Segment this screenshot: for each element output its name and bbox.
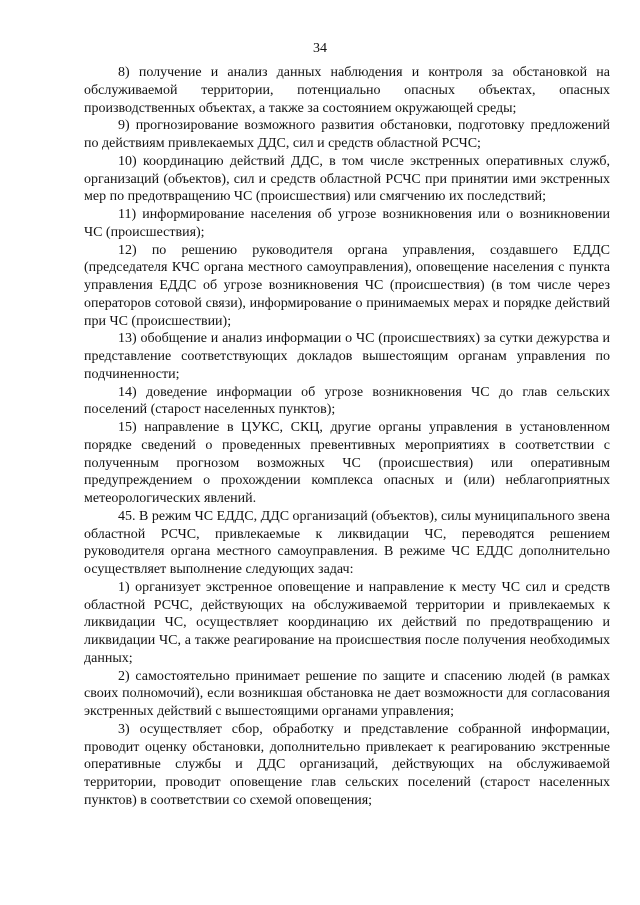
page-number: 34 (313, 41, 327, 56)
paragraph-task-2: 2) самостоятельно принимает решение по защите и спасению людей (в рамках своих полномочий), если возникшая обстановка не дает возможности для согласования экстренных действий с вышестоящими органами управления; (84, 668, 610, 719)
paragraph-item-8: 8) получение и анализ данных наблюдения и контроля за обстановкой на обслуживаемой территории, потенциально опасных объектах, опасных производственных объектах, а также за состоянием окружающей среды; (84, 65, 610, 116)
paragraph-item-13: 13) обобщение и анализ информации о ЧС (происшествиях) за сутки дежурства и представление соответствующих докладов вышестоящим органам управления по подчиненности; (84, 331, 610, 382)
paragraph-task-3: 3) осуществляет сбор, обработку и представление собранной информации, проводит оценку обстановки, дополнительно привлекает к реагированию экстренные оперативные службы и ДДС организаций, действующих на обслуживаемой территории, проводит оповещение глав сельских поселений (старост населенных пунктов) в соответствии со схемой оповещения; (84, 721, 610, 808)
paragraph-task-1: 1) организует экстренное оповещение и направление к месту ЧС сил и средств областной РСЧС, действующих на обслуживаемой территории и привлекаемых к ликвидации ЧС, осуществляет координацию их действий по предотвращению и ликвидации ЧС, а также реагирование на происшествия после получения необходимых данных; (84, 579, 610, 666)
paragraph-item-14: 14) доведение информации об угрозе возникновения ЧС до глав сельских поселений (старост населенных пунктов); (84, 384, 610, 418)
paragraph-item-9: 9) прогнозирование возможного развития обстановки, подготовку предложений по действиям привлекаемых ДДС, сил и средств областной РСЧС; (84, 118, 610, 151)
paragraph-item-11: 11) информирование населения об угрозе возникновения или о возникновении ЧС (происшествия); (84, 207, 610, 240)
paragraph-item-15: 15) направление в ЦУКС, СКЦ, другие органы управления в установленном порядке сведений о проведенных превентивных мероприятиях в соответствии с полученным прогнозом возможных ЧС (происшествия) или оперативным предупреждением о прохождении комплекса опасных и (или) неблагоприятных метеорологических явлений. (84, 420, 610, 506)
paragraph-item-10: 10) координацию действий ДДС, в том числе экстренных оперативных служб, организаций (объектов), сил и средств областной РСЧС при принятии ими экстренных мер по предотвращению ЧС (происшествия) или смягчению их последствий; (84, 153, 610, 205)
document-body (84, 64, 610, 810)
paragraph-item-12: 12) по решению руководителя органа управления, создавшего ЕДДС (председателя КЧС органа местного самоуправления), оповещение населения с пункта управления ЕДДС об угрозе возникновения ЧС (происшествия) (в том числе через операторов сотовой связи), информирование о принимаемых мерах и порядке действий при ЧС (происшествии); (84, 242, 610, 329)
paragraph-section-45: 45. В режим ЧС ЕДДС, ДДС организаций (объектов), силы муниципального звена областной РСЧС, привлекаемые к ликвидации ЧС, переводятся решением руководителя органа местного самоуправления. В режиме ЧС ЕДДС дополнительно осуществляет выполнение следующих задач: (84, 508, 610, 577)
